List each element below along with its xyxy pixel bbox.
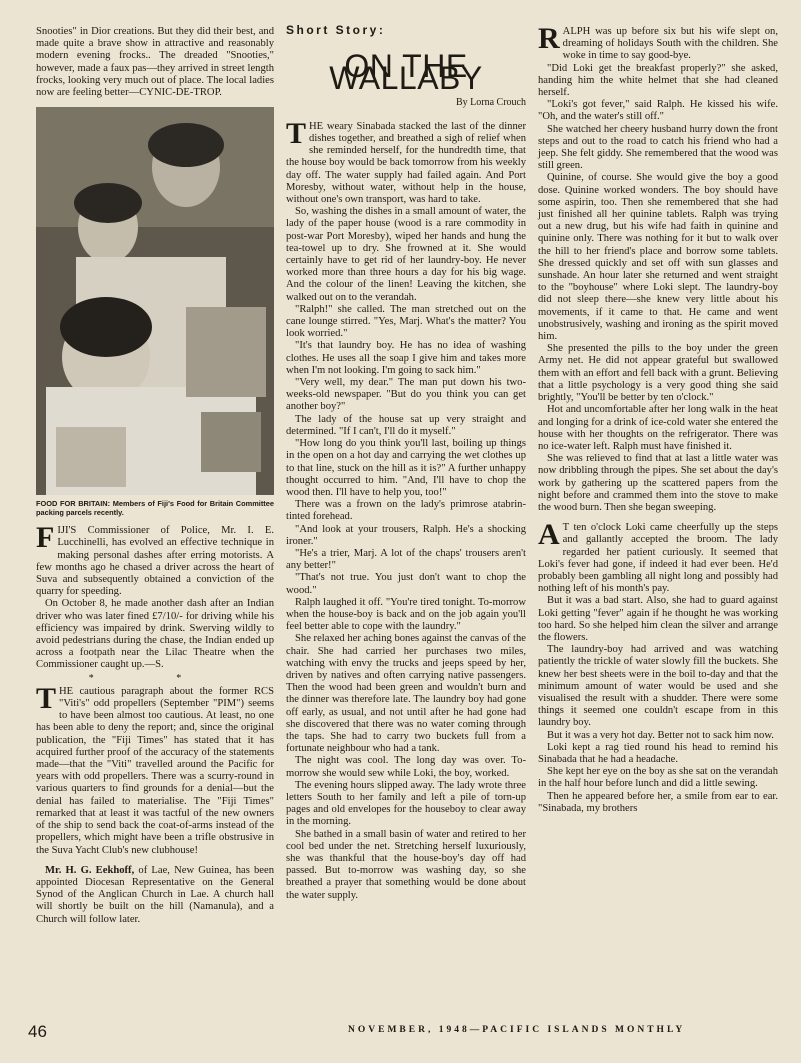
- story-paragraph: RALPH was up before six but his wife slept on, dreaming of holidays South with the children. She woke in time to say good-bye.: [538, 22, 778, 62]
- story-paragraph: Quinine, of course. She would give the boy a good dose. Quinine worked wonders. The boy should have some aspirin, too. Then she remembered that she had just finished all her quinine tablets. Ralph was trying out a new drug, but his wife had faith in quinine and quinine only. There was nothing for it but to walk over the hill to her friend's place and borrow some tablets. She dressed quickly and set off with sun glasses and sunshade. An hour later she returned and went straight to the "boyhouse" where Loki slept. The laundry-boy did not sleep there—she knew very little about his movements, if it came to that. He came and went unobstrusively, washing and ironing as the spirit moved him.: [538, 172, 778, 343]
- story-body-continued: [538, 22, 778, 514]
- story-paragraph: The evening hours slipped away. The lady wrote three letters South to her family and left a pile of torn-up pages and old envelopes for the houseboy to clear away in the morning.: [286, 779, 526, 828]
- story-paragraph: Loki kept a rag tied round his head to remind his Sinabada that he had a headache.: [538, 741, 778, 765]
- intro-paragraph: Snooties" in Dior creations. But they did their best, and made quite a brave show in attractive and reasonably modern evening frocks.. The dreaded "Snooties," however, made a faux pas—they arrived in street length frocks, looking very much out of place. The local ladies now are feeling better—CYNIC-DE-TROP.: [36, 26, 274, 99]
- story-body: [286, 116, 526, 902]
- story-paragraph: "Loki's got fever," said Ralph. He kissed his wife. "Oh, and the water's still off.": [538, 99, 778, 123]
- story-paragraph: Ralph laughed it off. "You're tired tonight. To-morrow when the house-boy is back and on the job again you'll feel better able to cope with the laundry.": [286, 596, 526, 633]
- story-paragraph: "Very well, my dear." The man put down his two-weeks-old newspaper. "But do you think you can get another boy?": [286, 377, 526, 413]
- story-paragraph: She bathed in a small basin of water and retired to her cool bed under the net. Stretching herself luxuriously, she was thankful that the house-boy's day off had passed. But to-morrow was washing day, so she breathed a prayer that something would be done about the water supply.: [286, 828, 526, 901]
- story-paragraph: She was relieved to find that at last a little water was now dribbling through the pipes. She set about the day's work by gathering up the scattered papers from the night before and crammed them into the stove to make the wood burn. Then she began sweeping.: [538, 453, 778, 513]
- story-paragraph: She watched her cheery husband hurry down the front steps and out to the road to catch his friend who had a jeep. She felt giddy. She remembered that the wood was still green.: [538, 123, 778, 172]
- fiji-paragraph-2: On October 8, he made another dash after an Indian driver who was later fined £7/10/- for driving while his efficiency was impaired by drink. Swerving wildly to avoid pedestrians during the chase, the Indian ended up across a footpath near the Lilac Theatre when the Commissioner caught up.—S.: [36, 598, 274, 671]
- column-middle: [286, 23, 526, 902]
- story-paragraph: She relaxed her aching bones against the canvas of the chair. She had carried her purchases two miles, watching with envy the trucks and jeeps speed by her, driven by natives and often carrying native passengers. Then the wood had been green and wouldn't burn and the dinner was therefore late. The laundry boy had gone off early, as usual, and not until after he had gone had she discovered that there was no water coming through the taps. She had to carry two buckets full from a fortunate neighbour who had a tank.: [286, 633, 526, 755]
- drop-cap: T: [36, 681, 57, 715]
- section-label: Short Story:: [286, 23, 386, 37]
- footer-runner: NOVEMBER, 1948—PACIFIC ISLANDS MONTHLY: [348, 1025, 686, 1035]
- column-left: [36, 26, 274, 926]
- story-paragraph: There was a frown on the lady's primrose atabrin-tinted forehead.: [286, 499, 526, 523]
- story-paragraph: "It's that laundry boy. He has no idea of washing clothes. He uses all the soap I give him and takes more when I'm not looking. I'm going to sack him.": [286, 340, 526, 376]
- viti-paragraph: THE cautious paragraph about the former RCS "Viti's" odd propellers (September "PIM") seems to have been almost too cautious. At least, no one has been able to deny the report; and, since the original publication, the "Fiji Times" has stated that it has acquired further proof of the accuracy of the statements made—that the "Viti" travelled around the Pacific for years with odd propellers. There was a scurry-round in various quarters to find grounds for a denial—but the denial has failed to materialise. The "Fiji Times" remarked that at least it was tactful of the new owners of the ship to send back the coat-of-arms instead of the propellers, which might have been a trifle obstrusive in the Suva Yacht Club's new clubhouse!: [36, 681, 274, 856]
- story-body-section-two: [538, 518, 778, 815]
- photo-caption: FOOD FOR BRITAIN: Members of Fiji's Food for Britain Committee packing parcels recently.: [36, 499, 274, 518]
- food-for-britain-photo: [36, 107, 274, 495]
- story-paragraph: THE weary Sinabada stacked the last of the dinner dishes together, and breathed a sigh of relief when she reminded herself, for the hundredth time, that the house boy would be back tomorrow from his weekly day off. The water supply had failed again. And Port Moresby, without water, without help in the house, without one's own transport, was hard to take.: [286, 116, 526, 206]
- photo-illustration: [36, 107, 274, 495]
- story-paragraph: But it was a very hot day. Better not to sack him now.: [547, 729, 774, 741]
- story-paragraph: "He's a trier, Marj. A lot of the chaps' trousers aren't any better!": [286, 547, 526, 572]
- drop-cap: R: [538, 22, 560, 55]
- fiji-paragraph: FIJI'S Commissioner of Police, Mr. I. E. Lucchinelli, has evolved an effective technique in making personal dashes after erring motorists. A few months ago he chased a driver across the heart of Suva and subsequently obtained a conviction of the quarry for speeding.: [36, 521, 274, 598]
- story-paragraph: "That's not true. You just don't want to chop the wood.": [286, 572, 526, 596]
- story-paragraph: The lady of the house sat up very straight and determined. "If I can't, I'll do it myself.": [286, 413, 526, 437]
- column-right: [538, 22, 778, 815]
- eekhoff-paragraph: Mr. H. G. Eekhoff, of Lae, New Guinea, has been appointed Diocesan Representative on the General Synod of the Anglican Church in Lae. A church hall will shortly be built on the hill (Namanula), and a Church will follow later.: [36, 864, 274, 925]
- story-paragraph: But it was a bad start. Also, she had to guard against Loki getting "fever" again if he thought he was working too hard. So she helped him clean the silver and arrange the flowers.: [538, 595, 778, 643]
- story-paragraph: She presented the pills to the boy under the green Army net. He did not appear grateful but swallowed them with an effort and fell back with a grunt. Believing that a little psychology is a very good thing she said brightly, "You'll be better by ten o'clock.": [538, 343, 778, 404]
- story-paragraph: A T ten o'clock Loki came cheerfully up the steps and gallantly accepted the broom. The lady regarded her patient curiously. It seemed that Loki's fever had gone, if indeed it had ever been. He'd probably been gambling all night long and possibly had nothing left of his month's pay.: [538, 518, 778, 595]
- drop-cap: F: [36, 521, 55, 555]
- story-title: ON THE WALLABY: [329, 48, 483, 97]
- page-number: 46: [28, 1022, 47, 1041]
- story-paragraph: She kept her eye on the boy as she sat on the verandah in the half hour before lunch and did a little sewing.: [538, 766, 778, 790]
- story-paragraph: "And look at your trousers, Ralph. He's a shocking ironer.": [286, 523, 526, 547]
- drop-cap: T: [286, 116, 307, 150]
- section-separator: * *: [88, 672, 222, 684]
- story-paragraph: "Did Loki get the breakfast properly?" she asked, handing him the white helmet that she had cleaned herself.: [538, 62, 778, 99]
- story-paragraph: The laundry-boy had arrived and was watching patiently the trickle of water slowly fill the buckets. She knew her best sheets were in the boil to-day and that the minimum amount of water would be used and she visualised the result with a shudder. There were some things it seemed one couldn't escape from in this laundry boy.: [538, 644, 778, 729]
- story-paragraph: "Ralph!" she called. The man stretched out on the cane lounge stirred. "Yes, Marj. What's the matter? You look worried.": [286, 303, 526, 340]
- page-footer: [0, 1022, 801, 1042]
- story-paragraph: Hot and uncomfortable after her long walk in the heat and longing for a drink of ice-cold water she entered the house with her thoughts on the refrigerator. There was no ice-water left. Ralph must have finished it.: [538, 404, 778, 452]
- story-paragraph: The night was cool. The long day was over. To-morrow she would sew while Loki, the boy, worked.: [286, 755, 526, 779]
- story-paragraph: So, washing the dishes in a small amount of water, the lady of the paper house (wood is a rare commodity in post-war Port Moresby), wiped her hands and hung the tea-towel up to dry. She frowned at it. She would certainly have to get rid of her laundry-boy. He never worked more than three hours a day for his big wage. And the colour of the linen! Leaving the kitchen, she walked out on to the verandah.: [286, 206, 526, 303]
- story-byline: By Lorna Crouch: [456, 96, 526, 108]
- drop-cap: A: [538, 518, 560, 552]
- story-paragraph: Then he appeared before her, a smile from ear to ear. "Sinabada, my brothers: [538, 790, 778, 814]
- story-paragraph: "How long do you think you'll last, boiling up things in the open on a hot day and carrying the wet clothes up to that line, stuck on the hill as it is?" A further unhappy thought occurred to him. "And, I'll have to chop the wood then. I'll have to help you, too!": [286, 438, 526, 498]
